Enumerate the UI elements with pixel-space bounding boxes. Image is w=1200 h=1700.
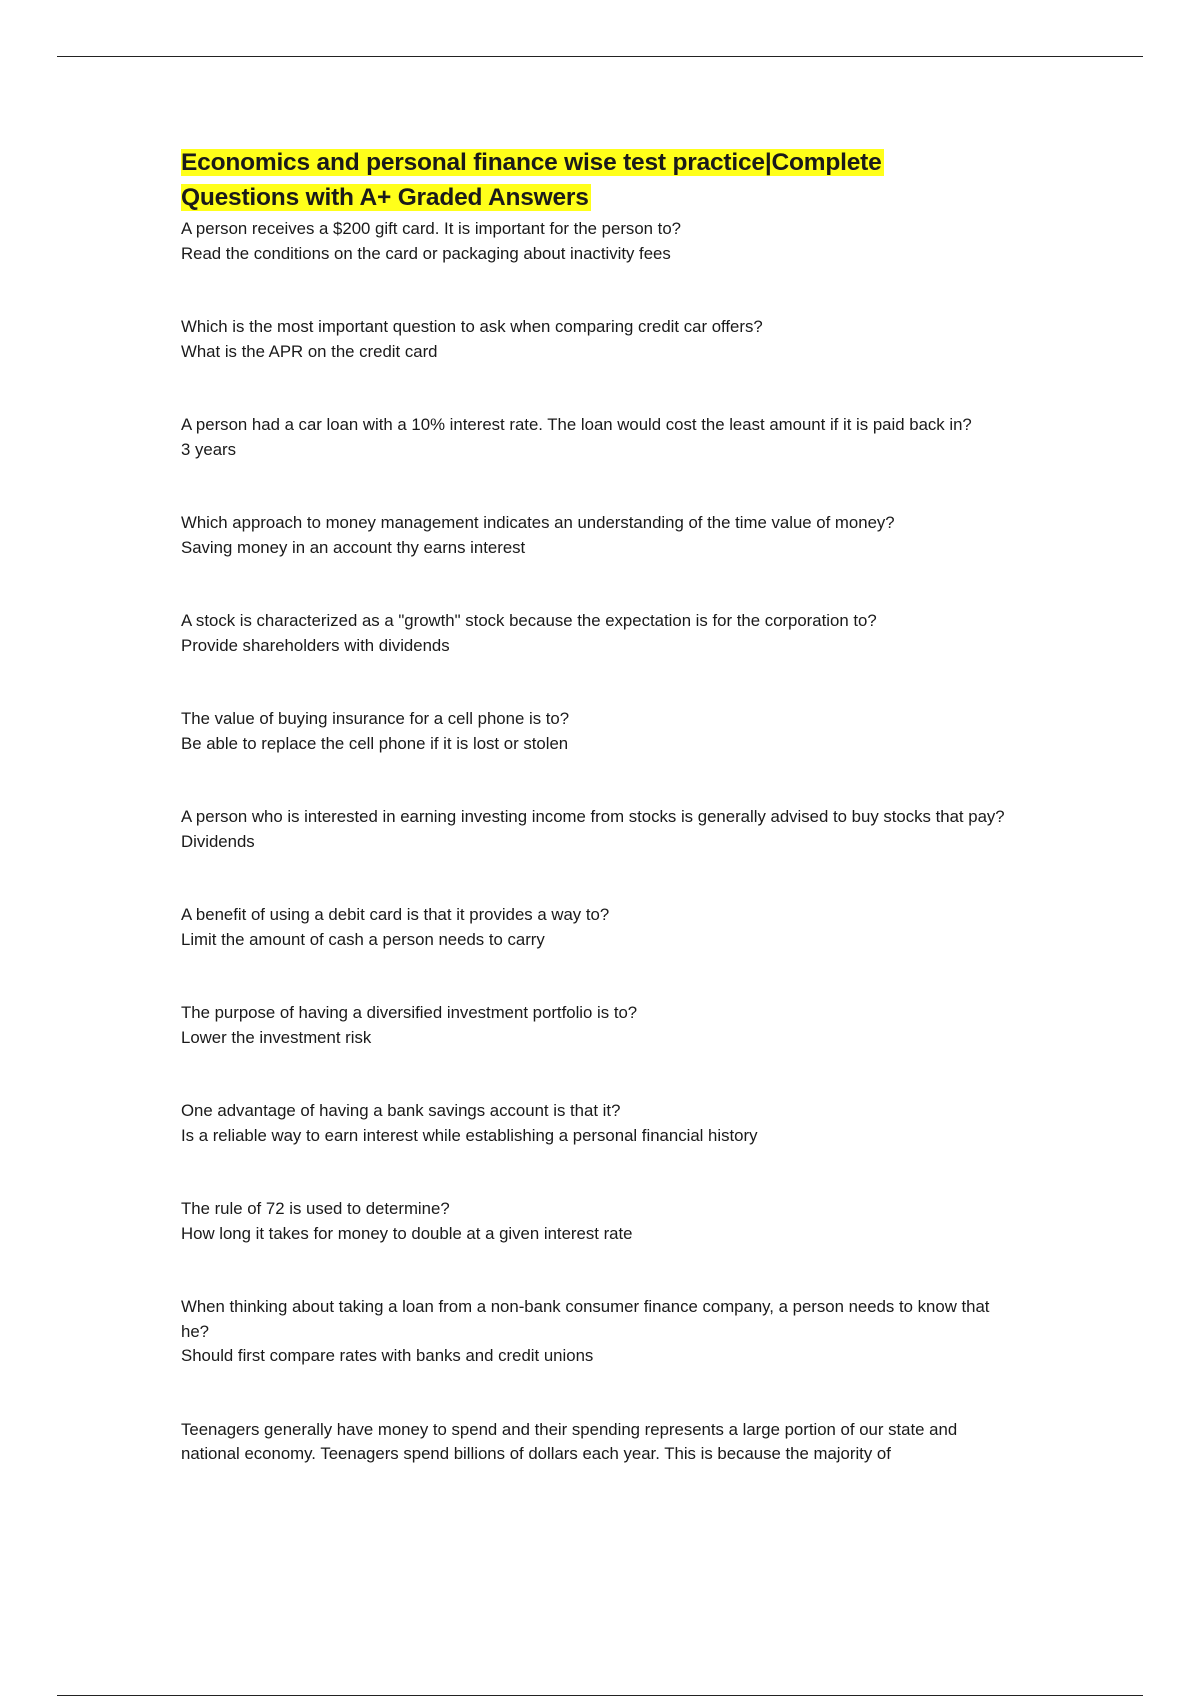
qa-item bbox=[181, 217, 1016, 266]
question-text: A person who is interested in earning investing income from stocks is generally advised to buy stocks that pay? bbox=[181, 807, 1005, 826]
qa-item bbox=[181, 903, 1016, 952]
question-text: Which is the most important question to ask when comparing credit car offers? bbox=[181, 317, 763, 336]
question-text: The value of buying insurance for a cell phone is to? bbox=[181, 709, 570, 728]
question-text: The purpose of having a diversified investment portfolio is to? bbox=[181, 1003, 638, 1022]
qa-item bbox=[181, 1295, 1016, 1369]
qa-item bbox=[181, 315, 1016, 364]
qa-item bbox=[181, 511, 1016, 560]
answer-text: 3 years bbox=[181, 439, 237, 459]
qa-item bbox=[181, 1197, 1016, 1246]
question-text: A benefit of using a debit card is that it provides a way to? bbox=[181, 905, 610, 924]
question-text: A person had a car loan with a 10% interest rate. The loan would cost the least amount if it is paid back in? bbox=[181, 415, 972, 434]
answer-text: Should first compare rates with banks and credit unions bbox=[181, 1346, 594, 1365]
answer-text: How long it takes for money to double at a given interest rate bbox=[181, 1223, 633, 1243]
qa-item bbox=[181, 609, 1016, 658]
answer-text: Read the conditions on the card or packaging about inactivity fees bbox=[181, 243, 671, 263]
question-text: Which approach to money management indicates an understanding of the time value of money? bbox=[181, 513, 895, 532]
title-line-1: Economics and personal finance wise test practice|Complete bbox=[181, 149, 882, 176]
question-text: A person receives a $200 gift card. It is important for the person to? bbox=[181, 219, 681, 238]
qa-item bbox=[181, 805, 1016, 854]
page-header-rule bbox=[57, 56, 1143, 57]
qa-item bbox=[181, 413, 1016, 462]
qa-item bbox=[181, 707, 1016, 756]
answer-text: Limit the amount of cash a person needs to carry bbox=[181, 929, 545, 949]
qa-item bbox=[181, 1418, 1016, 1467]
question-text: Teenagers generally have money to spend and their spending represents a large portion of our state and national economy. Teenagers spend billions of dollars each year. This is because the majority of bbox=[181, 1419, 958, 1463]
document-title bbox=[181, 145, 1016, 215]
answer-text: Be able to replace the cell phone if it is lost or stolen bbox=[181, 733, 569, 753]
answer-text: Provide shareholders with dividends bbox=[181, 635, 450, 655]
answer-text: Is a reliable way to earn interest while establishing a personal financial history bbox=[181, 1125, 758, 1145]
qa-item bbox=[181, 1099, 1016, 1148]
question-text: A stock is characterized as a "growth" stock because the expectation is for the corporation to? bbox=[181, 611, 877, 630]
answer-text: Dividends bbox=[181, 831, 255, 851]
answer-text: Saving money in an account thy earns interest bbox=[181, 537, 526, 557]
qa-item bbox=[181, 1001, 1016, 1050]
page-footer-rule bbox=[57, 1695, 1143, 1696]
answer-text: What is the APR on the credit card bbox=[181, 341, 438, 361]
document-body bbox=[181, 145, 1016, 1516]
answer-text: Lower the investment risk bbox=[181, 1027, 372, 1047]
qa-list bbox=[181, 217, 1016, 1467]
question-text: The rule of 72 is used to determine? bbox=[181, 1199, 450, 1218]
question-text: One advantage of having a bank savings account is that it? bbox=[181, 1101, 621, 1120]
title-line-2: Questions with A+ Graded Answers bbox=[181, 184, 589, 211]
question-text: When thinking about taking a loan from a non-bank consumer finance company, a person needs to know that he? bbox=[181, 1297, 990, 1341]
